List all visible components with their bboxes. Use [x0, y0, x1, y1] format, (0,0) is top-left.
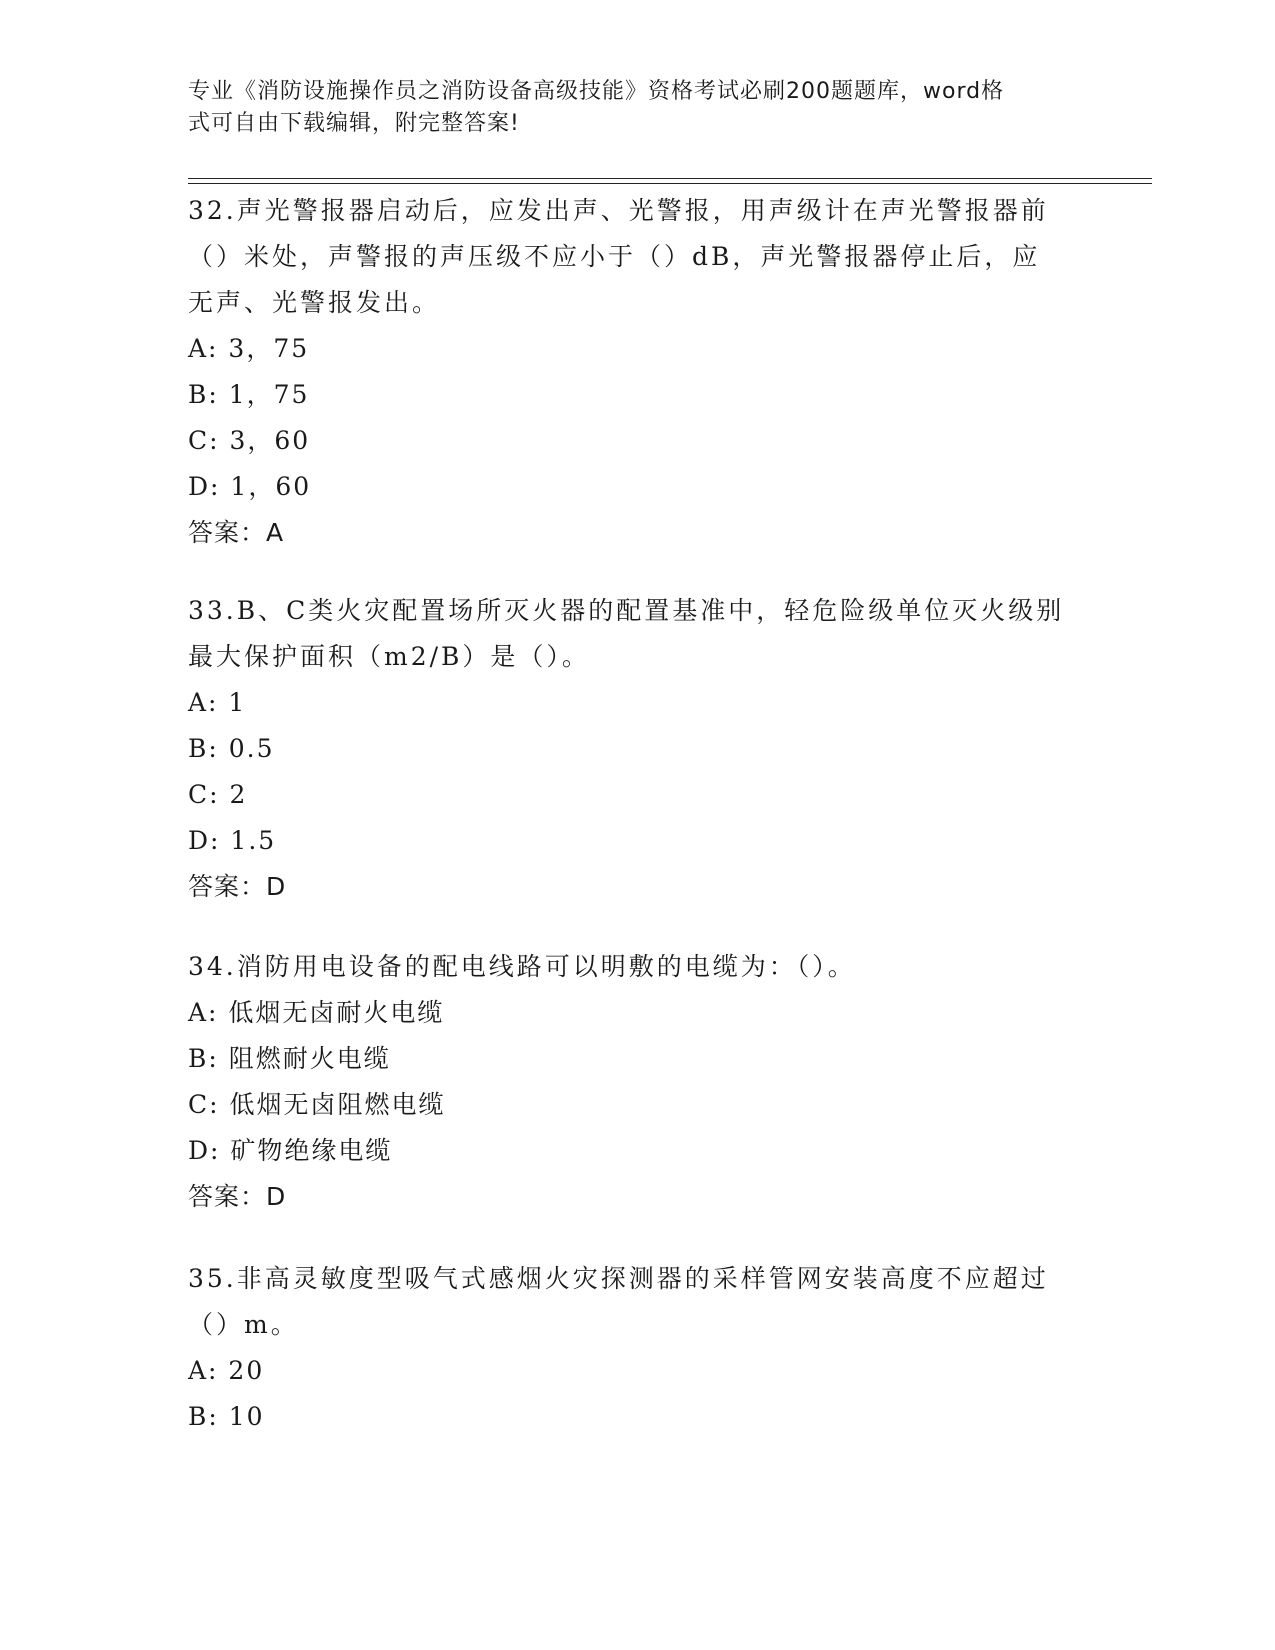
- option-c: C: 3，60: [188, 426, 311, 455]
- option-d: D: 1.5: [188, 826, 277, 855]
- question-text-line: 34.消防用电设备的配电线路可以明敷的电缆为：（）。: [188, 952, 856, 981]
- option-d: D: 矿物绝缘电缆: [188, 1136, 393, 1165]
- header-line-1: 专业《消防设施操作员之消防设备高级技能》资格考试必刷200题题库，word格: [188, 79, 1005, 104]
- header-line-2: 式可自由下载编辑，附完整答案!: [188, 111, 520, 136]
- question-text-line: 32.声光警报器启动后，应发出声、光警报，用声级计在声光警报器前: [188, 196, 1049, 225]
- header-divider-top: [188, 178, 1152, 179]
- answer: 答案：D: [188, 1182, 287, 1211]
- option-b: B: 0.5: [188, 734, 275, 763]
- question-33: [188, 588, 1088, 910]
- question-text-line: （）米处，声警报的声压级不应小于（）dB，声光警报器停止后，应: [188, 242, 1041, 271]
- question-text-line: 35.非高灵敏度型吸气式感烟火灾探测器的采样管网安装高度不应超过: [188, 1264, 1049, 1293]
- option-b: B: 1，75: [188, 380, 310, 409]
- question-text-line: 33.B、C类火灾配置场所灭火器的配置基准中，轻危险级单位灭火级别: [188, 596, 1065, 625]
- question-32: [188, 188, 1088, 556]
- question-text-line: （）m。: [188, 1310, 299, 1339]
- document-header: [188, 76, 1068, 140]
- option-c: C: 低烟无卤阻燃电缆: [188, 1090, 446, 1119]
- option-b: B: 阻燃耐火电缆: [188, 1044, 391, 1073]
- option-c: C: 2: [188, 780, 248, 809]
- option-d: D: 1，60: [188, 472, 312, 501]
- option-a: A: 1: [188, 688, 247, 717]
- answer: 答案：A: [188, 518, 285, 547]
- question-text-line: 无声、光警报发出。: [188, 288, 441, 317]
- question-35: [188, 1256, 1088, 1440]
- header-divider-bottom: [188, 183, 1152, 184]
- option-a: A: 20: [188, 1356, 265, 1385]
- option-a: A: 3，75: [188, 334, 310, 363]
- answer: 答案：D: [188, 872, 287, 901]
- question-34: [188, 944, 1088, 1220]
- option-a: A: 低烟无卤耐火电缆: [188, 998, 445, 1027]
- option-b: B: 10: [188, 1402, 265, 1431]
- question-text-line: 最大保护面积（m2/B）是（）。: [188, 642, 590, 671]
